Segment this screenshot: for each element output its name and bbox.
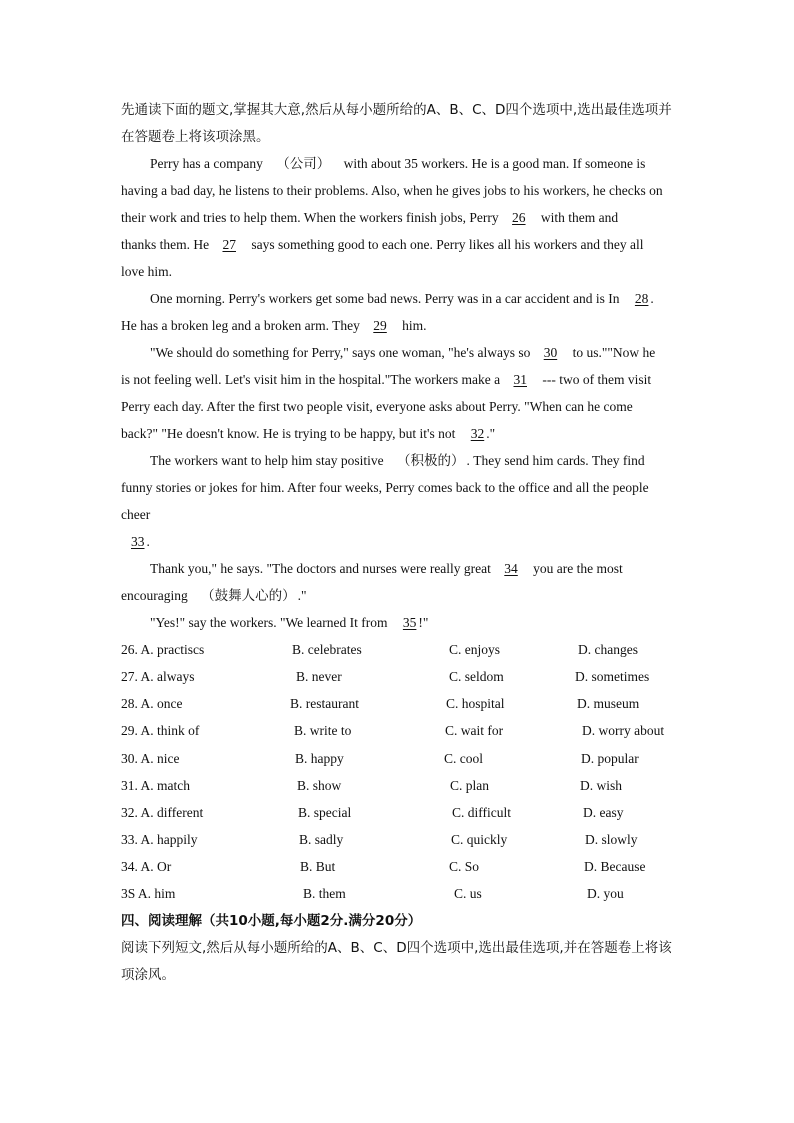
blank-35: 35 [402, 615, 417, 630]
option-d: D. Because [584, 859, 646, 874]
section-instructions-line-2: 项涂风。 [121, 967, 175, 983]
option-b: B. show [297, 778, 342, 793]
option-b: B. them [303, 886, 346, 901]
option-c: C. us [454, 886, 482, 901]
passage-p3-line-4: back?" "He doesn't know. He is trying to be happy, but it's not 32 ." [121, 424, 495, 444]
passage-p1-line-5: love him. [121, 264, 172, 279]
passage-p1-line-1: Perry has a company （公司） with about 35 workers. He is a good man. If someone is [150, 156, 646, 172]
blank-31: 31 [513, 372, 527, 387]
passage-p4-line-4: 33 . [119, 532, 150, 552]
blank-28: 28 [634, 291, 649, 306]
option-b: B. write to [294, 723, 352, 738]
passage-p1-line-4: thanks them. He 27 says something good to each one. Perry likes all his workers and they all [121, 235, 644, 255]
blank-32: 32 [470, 426, 485, 441]
passage-p1-line-2: having a bad day, he listens to their problems. Also, when he gives jobs to his workers, he checks on [121, 183, 663, 198]
blank-26: 26 [512, 210, 526, 225]
option-d: D. worry about [582, 723, 665, 738]
option-c: C. quickly [451, 832, 508, 847]
passage-p6-line-1: "Yes!" say the workers. "We learned It from 35 !" [150, 613, 428, 633]
option-a: 32. A. different [121, 805, 204, 820]
option-b: B. But [300, 859, 336, 874]
option-a: 33. A. happily [121, 832, 198, 847]
blank-27: 27 [222, 237, 236, 252]
passage-p3-line-3: Perry each day. After the first two people visit, everyone asks about Perry. "When can he come [121, 399, 633, 414]
option-a: 28. A. once [121, 696, 183, 711]
option-b: B. sadly [299, 832, 344, 847]
option-b: B. never [296, 669, 342, 684]
option-a: 31. A. match [121, 778, 190, 793]
passage-p4-line-1: The workers want to help him stay positive （积极的） . They send him cards. They find [150, 453, 645, 469]
blank-30: 30 [543, 345, 558, 360]
option-c: C. cool [444, 751, 483, 766]
option-c: C. seldom [449, 669, 504, 684]
section-heading: 四、阅读理解（共10小题,每小题2分.满分20分） [121, 913, 422, 929]
option-d: D. museum [577, 696, 640, 711]
passage-p5-line-1: Thank you," he says. "The doctors and nurses were really great 34 you are the most [150, 559, 623, 579]
option-b: B. restaurant [290, 696, 359, 711]
passage-p4-line-3: cheer [121, 507, 151, 522]
passage-p2-line-2: He has a broken leg and a broken arm. They 29 him. [121, 316, 427, 336]
option-c: C. So [449, 859, 480, 874]
option-c: C. hospital [446, 696, 505, 711]
passage-p5-line-2: encouraging （鼓舞人心的） ." [121, 588, 307, 604]
option-c: C. plan [450, 778, 489, 793]
passage-p1-line-3: their work and tries to help them. When the workers finish jobs, Perry 26 with them and [121, 208, 618, 228]
option-c: C. difficult [452, 805, 511, 820]
option-c: C. enjoys [449, 642, 501, 657]
option-a: 30. A. nice [121, 751, 180, 766]
option-a: 27. A. always [121, 669, 195, 684]
option-d: D. you [587, 886, 624, 901]
passage-p2-line-1: One morning. Perry's workers get some bad news. Perry was in a car accident and is In 28 . [150, 289, 654, 309]
option-d: D. wish [580, 778, 623, 793]
passage-p3-line-2: is not feeling well. Let's visit him in the hospital."The workers make a 31 --- two of them visit [121, 370, 651, 390]
option-d: D. changes [578, 642, 638, 657]
blank-29: 29 [373, 318, 387, 333]
option-d: D. easy [583, 805, 624, 820]
option-b: B. happy [295, 751, 344, 766]
option-a: 3S A. him [121, 886, 176, 901]
option-a: 34. A. Or [121, 859, 172, 874]
option-c: C. wait for [445, 723, 504, 738]
option-b: B. celebrates [292, 642, 362, 657]
blank-34: 34 [504, 561, 518, 576]
passage-p3-line-1: "We should do something for Perry," says one woman, "he's always so 30 to us.""Now he [150, 343, 655, 363]
option-b: B. special [298, 805, 352, 820]
passage-p4-line-2: funny stories or jokes for him. After four weeks, Perry comes back to the office and all the people [121, 480, 649, 495]
option-d: D. popular [581, 751, 639, 766]
instructions-line-2: 在答题卷上将该项涂黑。 [121, 129, 270, 145]
blank-33: 33 [131, 534, 145, 549]
option-d: D. slowly [585, 832, 638, 847]
instructions-line-1: 先通读下面的题文,掌握其大意,然后从每小题所给的A、B、C、D四个选项中,选出最佳选项并 [121, 102, 672, 118]
option-d: D. sometimes [575, 669, 650, 684]
option-a: 26. A. practiscs [121, 642, 205, 657]
section-instructions-line-1: 阅读下列短文,然后从每小题所给的A、B、C、D四个选项中,选出最佳选项,并在答题卷上将该 [121, 940, 672, 956]
option-a: 29. A. think of [121, 723, 200, 738]
